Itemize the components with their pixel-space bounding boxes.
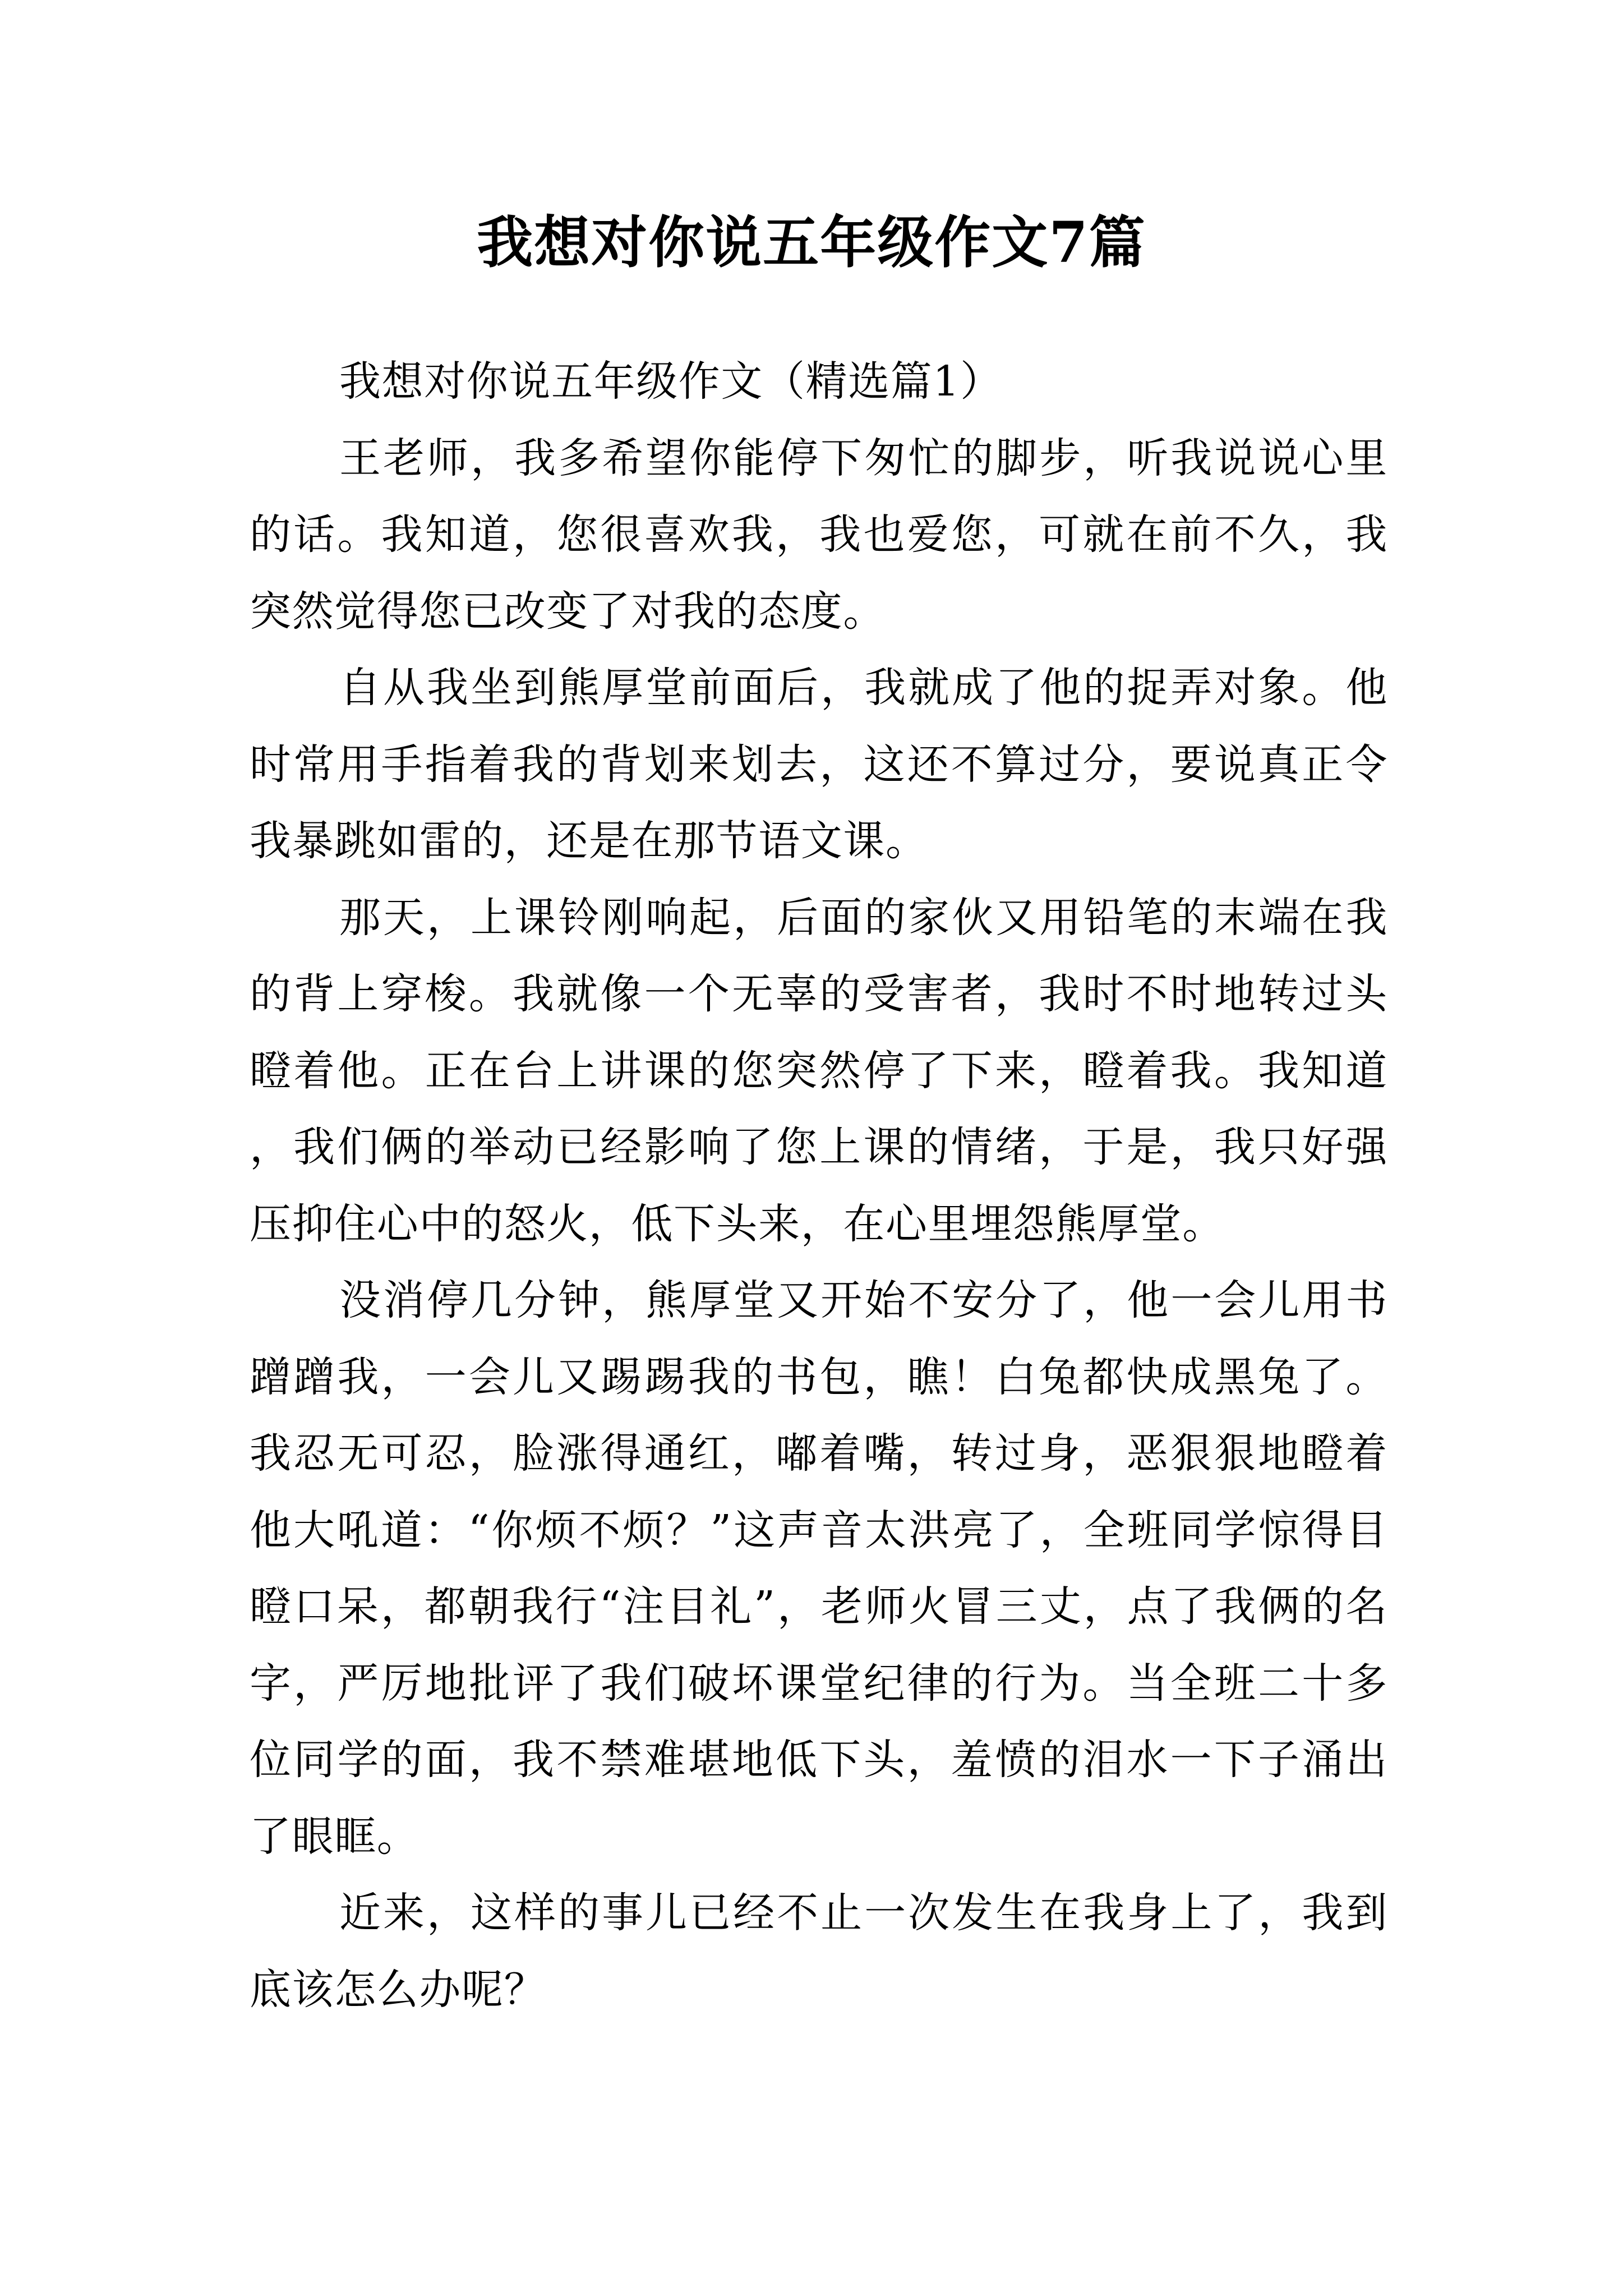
paragraph-2: 自从我坐到熊厚堂前面后，我就成了他的捉弄对象。他时常用手指着我的背划来划去，这还不算过分，要说真正令我暴跳如雷的，还是在那节语文课。	[250, 664, 1388, 865]
section-subheading: 我想对你说五年级作文（精选篇1）	[339, 357, 1003, 406]
paragraph-1: 王老师，我多希望你能停下匆忙的脚步，听我说说心里的话。我知道，您很喜欢我，我也爱您，可就在前不久，我突然觉得您已改变了对我的态度。	[250, 434, 1388, 636]
paragraph-4: 没消停几分钟，熊厚堂又开始不安分了，他一会儿用书蹭蹭我，一会儿又踢踢我的书包，瞧！白兔都快成黑兔了。我忍无可忍，脸涨得通红，嘟着嘴，转过身，恶狠狠地瞪着他大吼道：“你烦不烦？”这声音太洪亮了，全班同学惊得目瞪口呆，都朝我行“注目礼”，老师火冒三丈，点了我俩的名字，严厉地批评了我们破坏课堂纪律的行为。当全班二十多位同学的面，我不禁难堪地低下头，羞愤的泪水一下子涌出了眼眶。	[250, 1276, 1388, 1861]
paragraph-3: 那天，上课铃刚响起，后面的家伙又用铅笔的末端在我的背上穿梭。我就像一个无辜的受害者，我时不时地转过头瞪着他。正在台上讲课的您突然停了下来，瞪着我。我知道，我们俩的举动已经影响了您上课的情绪，于是，我只好强压抑住心中的怒火，低下头来，在心里埋怨熊厚堂。	[250, 893, 1388, 1248]
paragraph-5: 近来，这样的事儿已经不止一次发生在我身上了，我到底该怎么办呢？	[250, 1889, 1388, 2014]
document-title: 我想对你说五年级作文7篇	[477, 209, 1146, 275]
document-body	[250, 343, 1388, 2028]
